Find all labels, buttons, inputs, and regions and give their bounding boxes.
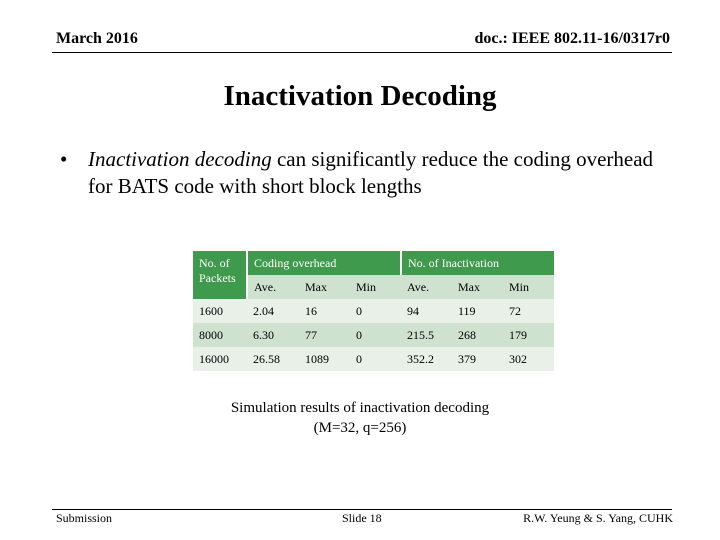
table-cell: 16 — [305, 303, 317, 318]
table-row — [193, 323, 554, 347]
header-date: March 2016 — [56, 30, 138, 47]
results-table — [193, 251, 554, 371]
table-cell: 179 — [509, 327, 527, 342]
table-cell: 8000 — [199, 327, 223, 342]
sub-header: Min — [509, 279, 530, 294]
group-header-inactivation: No. of Inactivation — [401, 251, 554, 275]
table-cell: 215.5 — [407, 327, 434, 342]
header-rule — [52, 52, 672, 53]
header-doc-id: doc.: IEEE 802.11-16/0317r0 — [474, 30, 670, 47]
table-header-row — [193, 251, 554, 275]
table-cell: 1600 — [199, 303, 223, 318]
footer-authors: R.W. Yeung & S. Yang, CUHK — [523, 511, 673, 525]
sub-header: Ave. — [407, 279, 430, 294]
bullet-rest: can significantly reduce the coding overhead for BATS code with short block lengths — [88, 147, 654, 198]
table-caption — [0, 398, 720, 438]
group-header-overhead: Coding overhead — [247, 251, 401, 275]
table-cell: 1089 — [305, 351, 329, 366]
slide-title: Inactivation Decoding — [223, 80, 497, 112]
col-packets-header: No. of Packets — [193, 251, 247, 299]
footer-rule — [52, 509, 672, 510]
footer-slide-number: Slide 18 — [342, 511, 382, 525]
sub-header: Max — [305, 279, 327, 294]
bullet-marker: • — [60, 147, 68, 171]
table-subheader-row — [193, 275, 554, 299]
sub-header: Ave. — [254, 279, 277, 294]
table-cell: 268 — [458, 327, 476, 342]
table-cell: 0 — [356, 351, 362, 366]
bullet-point — [60, 146, 670, 200]
table-cell: 94 — [407, 303, 419, 318]
table-cell: 26.58 — [253, 351, 280, 366]
table-row — [193, 299, 554, 323]
table-cell: 6.30 — [253, 327, 274, 342]
sub-header: Max — [458, 279, 480, 294]
footer-submission: Submission — [56, 511, 113, 525]
table-cell: 0 — [356, 303, 362, 318]
bullet-text — [88, 146, 670, 200]
caption-line: (M=32, q=256) — [313, 420, 407, 436]
table-cell: 2.04 — [253, 303, 274, 318]
table-row — [193, 347, 554, 371]
table-cell: 0 — [356, 327, 362, 342]
table-cell: 77 — [305, 327, 317, 342]
table-cell: 72 — [509, 303, 521, 318]
bullet-emphasis: Inactivation decoding — [88, 147, 272, 171]
table-cell: 119 — [458, 303, 476, 318]
table-cell: 352.2 — [407, 351, 434, 366]
table-cell: 379 — [458, 351, 476, 366]
table-cell: 16000 — [199, 351, 229, 366]
sub-header: Min — [356, 279, 377, 294]
table-cell: 302 — [509, 351, 527, 366]
caption-line: Simulation results of inactivation decoding — [230, 400, 490, 416]
